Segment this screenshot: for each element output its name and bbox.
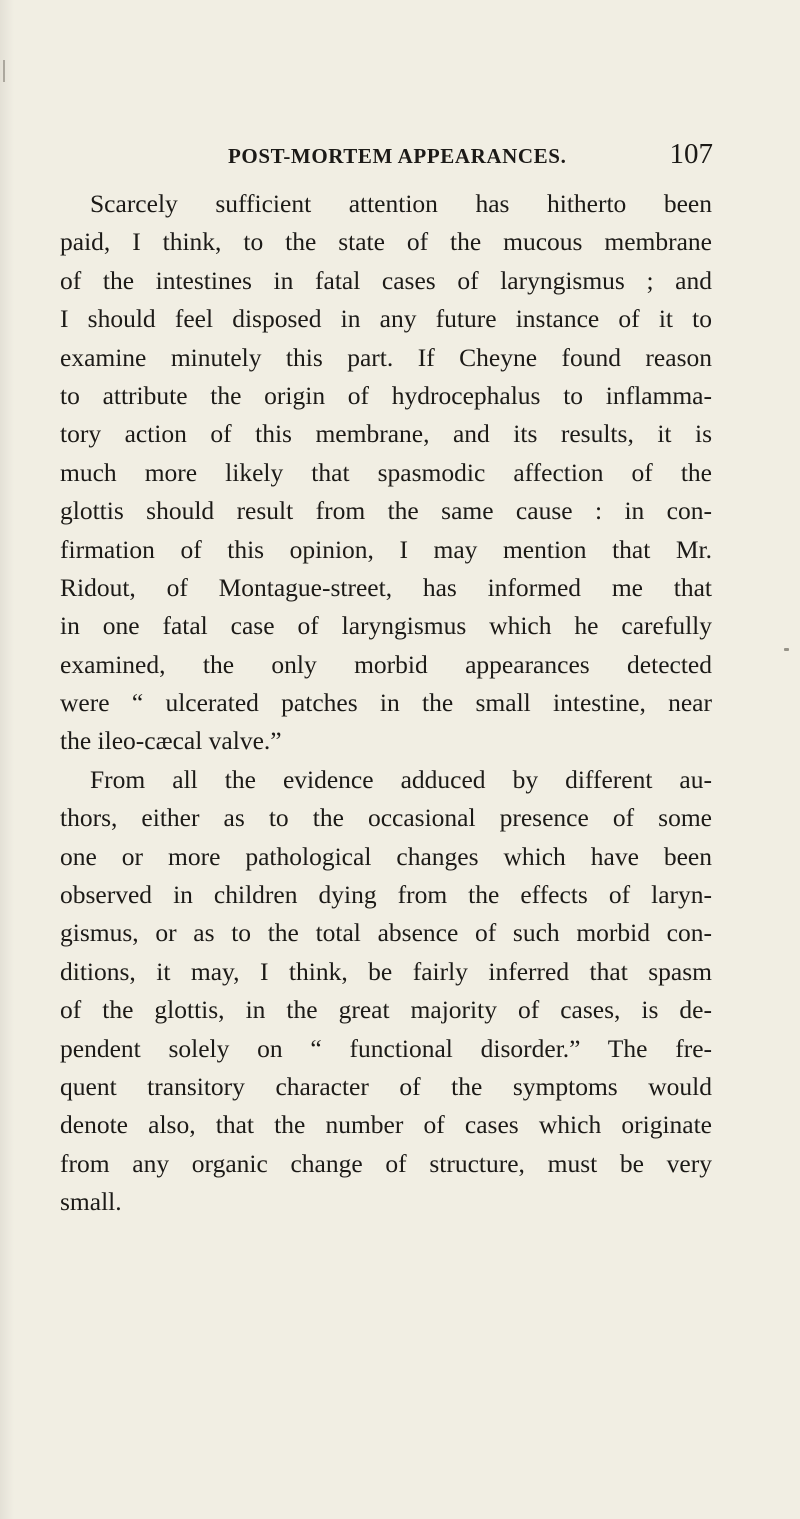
page-number: 107	[669, 138, 713, 170]
text-line: paid, I think, to the state of the mucous membrane	[60, 227, 712, 257]
text-line: ditions, it may, I think, be fairly inferred that spasm	[60, 956, 712, 986]
text-line: gismus, or as to the total absence of such morbid con-	[60, 918, 712, 948]
text-line: in one fatal case of laryngismus which he carefully	[60, 611, 712, 641]
text-line: tory action of this membrane, and its results, it is	[60, 419, 712, 449]
text-line: I should feel disposed in any future instance of it to	[60, 304, 712, 334]
running-head: POST-MORTEM APPEARANCES.	[228, 144, 567, 168]
text-line: Ridout, of Montague-street, has informed me that	[60, 572, 712, 602]
page-edge-shadow	[0, 0, 14, 1519]
text-line: Scarcely sufficient attention has hitherto been	[90, 189, 712, 218]
text-line: small.	[60, 1187, 122, 1217]
text-line: denote also, that the number of cases which originate	[60, 1110, 712, 1140]
text-line: examine minutely this part. If Cheyne found reason	[60, 342, 712, 372]
page-header	[228, 138, 713, 178]
text-line: to attribute the origin of hydrocephalus to inflamma-	[60, 380, 712, 410]
text-line: much more likely that spasmodic affection of the	[60, 457, 712, 487]
text-line: of the glottis, in the great majority of cases, is de-	[60, 995, 712, 1025]
text-line: of the intestines in fatal cases of laryngismus ; and	[60, 265, 712, 295]
text-line: glottis should result from the same cause : in con-	[60, 496, 712, 526]
margin-speck	[784, 648, 789, 651]
text-line: pendent solely on “ functional disorder.” The fre-	[60, 1033, 712, 1063]
text-line: From all the evidence adduced by different au-	[90, 764, 712, 794]
text-line: the ileo-cæcal valve.”	[60, 726, 282, 756]
text-line: from any organic change of structure, must be very	[60, 1148, 712, 1178]
text-line: quent transitory character of the symptoms would	[60, 1071, 712, 1101]
page-edge-mark	[3, 60, 5, 82]
text-line: were “ ulcerated patches in the small intestine, near	[60, 688, 712, 718]
text-line: one or more pathological changes which have been	[60, 841, 712, 871]
text-line: observed in children dying from the effects of laryn-	[60, 880, 712, 910]
body-text	[60, 185, 712, 1222]
text-line: thors, either as to the occasional presence of some	[60, 803, 712, 833]
text-line: firmation of this opinion, I may mention that Mr.	[60, 534, 712, 564]
text-line: examined, the only morbid appearances detected	[60, 649, 712, 679]
